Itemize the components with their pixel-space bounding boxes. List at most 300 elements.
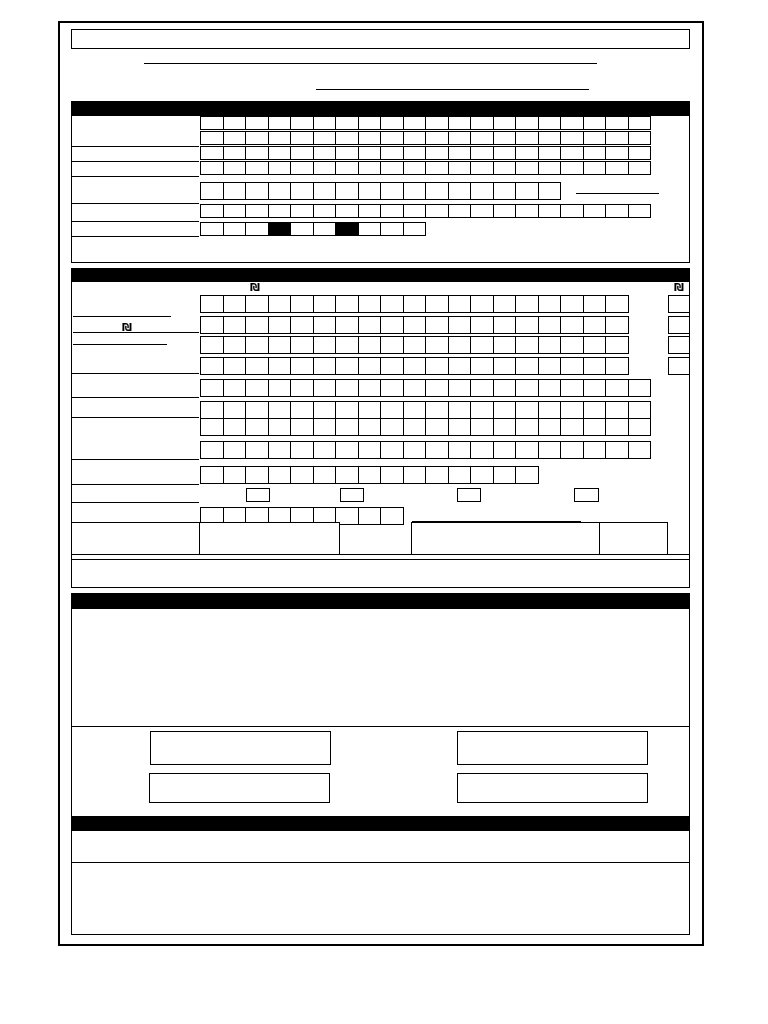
entry-cell[interactable] (493, 418, 517, 436)
entry-cell[interactable] (313, 441, 337, 459)
entry-cell[interactable] (538, 379, 562, 397)
entry-cell[interactable] (380, 182, 404, 200)
entry-cell[interactable] (425, 357, 449, 375)
entry-cell[interactable] (448, 379, 472, 397)
entry-cell[interactable] (470, 295, 494, 313)
s2-grid-row-2[interactable] (200, 316, 629, 334)
entry-cell[interactable] (313, 379, 337, 397)
s2-bottom-box-1[interactable] (199, 522, 340, 555)
entry-cell[interactable] (200, 222, 224, 236)
entry-cell[interactable] (493, 204, 517, 218)
entry-cell[interactable] (403, 116, 427, 130)
entry-cell[interactable] (268, 316, 292, 334)
entry-cell[interactable] (245, 418, 269, 436)
entry-cell[interactable] (493, 295, 517, 313)
s1-grid-row-5[interactable] (200, 182, 561, 200)
entry-cell[interactable] (538, 131, 562, 145)
entry-cell[interactable] (538, 401, 562, 419)
entry-cell[interactable] (605, 116, 629, 130)
entry-cell[interactable] (493, 401, 517, 419)
entry-cell[interactable] (560, 295, 584, 313)
entry-cell[interactable] (403, 379, 427, 397)
entry-cell[interactable] (335, 131, 359, 145)
entry-cell[interactable] (245, 131, 269, 145)
entry-cell[interactable] (515, 379, 539, 397)
entry-cell[interactable] (200, 182, 224, 200)
entry-cell[interactable] (223, 295, 247, 313)
entry-cell[interactable] (403, 418, 427, 436)
entry-cell[interactable] (403, 182, 427, 200)
entry-cell[interactable] (380, 116, 404, 130)
entry-cell[interactable] (313, 466, 337, 484)
entry-cell[interactable] (380, 222, 404, 236)
entry-cell[interactable] (358, 379, 382, 397)
entry-cell[interactable] (335, 161, 359, 175)
entry-cell[interactable] (583, 379, 607, 397)
entry-cell[interactable] (515, 161, 539, 175)
entry-cell[interactable] (200, 401, 224, 419)
entry-cell[interactable] (470, 182, 494, 200)
entry-cell[interactable] (268, 131, 292, 145)
entry-cell[interactable] (448, 146, 472, 160)
entry-cell[interactable] (335, 357, 359, 375)
entry-cell[interactable] (448, 418, 472, 436)
entry-cell[interactable] (290, 379, 314, 397)
entry-cell[interactable] (493, 116, 517, 130)
signature-box-3[interactable] (149, 773, 330, 803)
entry-cell[interactable] (538, 418, 562, 436)
entry-cell[interactable] (358, 161, 382, 175)
entry-cell[interactable] (538, 182, 562, 200)
entry-cell[interactable] (448, 357, 472, 375)
entry-cell[interactable] (448, 182, 472, 200)
entry-cell[interactable] (358, 295, 382, 313)
entry-cell[interactable] (313, 357, 337, 375)
entry-cell[interactable] (515, 295, 539, 313)
entry-cell[interactable] (583, 131, 607, 145)
entry-cell[interactable] (268, 418, 292, 436)
entry-cell[interactable] (448, 295, 472, 313)
entry-cell[interactable] (335, 336, 359, 354)
entry-cell[interactable] (313, 146, 337, 160)
entry-cell[interactable] (223, 116, 247, 130)
entry-cell[interactable] (358, 204, 382, 218)
entry-cell[interactable] (223, 441, 247, 459)
entry-cell[interactable] (313, 336, 337, 354)
entry-cell[interactable] (425, 295, 449, 313)
entry-cell[interactable] (200, 146, 224, 160)
entry-cell[interactable] (245, 357, 269, 375)
entry-cell[interactable] (245, 336, 269, 354)
entry-cell[interactable] (290, 441, 314, 459)
entry-cell[interactable] (628, 161, 652, 175)
entry-cell[interactable] (380, 379, 404, 397)
entry-cell[interactable] (515, 418, 539, 436)
entry-cell[interactable] (538, 146, 562, 160)
entry-cell[interactable] (560, 204, 584, 218)
entry-cell[interactable] (470, 204, 494, 218)
checkbox[interactable] (457, 488, 481, 502)
entry-cell[interactable] (380, 204, 404, 218)
entry-cell[interactable] (628, 116, 652, 130)
s1-grid-row-3[interactable] (200, 146, 651, 160)
entry-cell[interactable] (335, 116, 359, 130)
entry-cell[interactable] (425, 116, 449, 130)
entry-cell[interactable] (470, 379, 494, 397)
entry-cell[interactable] (560, 316, 584, 334)
entry-cell[interactable] (538, 204, 562, 218)
entry-cell[interactable] (200, 466, 224, 484)
s2-side-box[interactable] (668, 336, 690, 354)
s2-grid-row-5[interactable] (200, 379, 651, 397)
entry-cell[interactable] (358, 336, 382, 354)
entry-cell[interactable] (223, 466, 247, 484)
entry-cell[interactable] (290, 222, 314, 236)
entry-cell[interactable] (560, 146, 584, 160)
entry-cell[interactable] (335, 182, 359, 200)
entry-cell[interactable] (290, 295, 314, 313)
entry-cell[interactable] (223, 182, 247, 200)
entry-cell[interactable] (403, 295, 427, 313)
entry-cell[interactable] (245, 222, 269, 236)
entry-cell[interactable] (515, 336, 539, 354)
entry-cell[interactable] (493, 131, 517, 145)
entry-cell[interactable] (583, 336, 607, 354)
entry-cell[interactable] (583, 146, 607, 160)
entry-cell[interactable] (403, 161, 427, 175)
entry-cell[interactable] (583, 316, 607, 334)
entry-cell[interactable] (290, 182, 314, 200)
s2-grid-row-3[interactable] (200, 336, 629, 354)
entry-cell[interactable] (470, 357, 494, 375)
checkbox[interactable] (574, 488, 599, 502)
entry-cell[interactable] (245, 116, 269, 130)
entry-cell[interactable] (245, 295, 269, 313)
entry-cell[interactable] (448, 116, 472, 130)
entry-cell[interactable] (425, 336, 449, 354)
entry-cell[interactable] (380, 161, 404, 175)
entry-cell[interactable] (448, 401, 472, 419)
entry-cell[interactable] (605, 401, 629, 419)
s1-grid-row-1[interactable] (200, 116, 651, 130)
entry-cell[interactable] (448, 466, 472, 484)
entry-cell[interactable] (223, 146, 247, 160)
entry-cell[interactable] (313, 161, 337, 175)
entry-cell[interactable] (223, 161, 247, 175)
entry-cell[interactable] (403, 336, 427, 354)
entry-cell[interactable] (223, 222, 247, 236)
entry-cell[interactable] (448, 161, 472, 175)
entry-cell[interactable] (493, 466, 517, 484)
entry-cell[interactable] (403, 401, 427, 419)
entry-cell[interactable] (358, 222, 382, 236)
entry-cell[interactable] (583, 161, 607, 175)
entry-cell[interactable] (358, 357, 382, 375)
entry-cell[interactable] (313, 295, 337, 313)
entry-cell[interactable] (515, 204, 539, 218)
entry-cell[interactable] (493, 336, 517, 354)
entry-cell[interactable] (515, 131, 539, 145)
entry-cell[interactable] (200, 204, 224, 218)
entry-cell[interactable] (245, 182, 269, 200)
entry-cell[interactable] (290, 131, 314, 145)
entry-cell[interactable] (493, 441, 517, 459)
entry-cell[interactable] (200, 116, 224, 130)
entry-cell[interactable] (358, 507, 382, 525)
s2-side-box[interactable] (668, 295, 690, 313)
entry-cell[interactable] (628, 418, 652, 436)
s1-grid-row-6[interactable] (200, 204, 651, 218)
entry-cell[interactable] (515, 146, 539, 160)
entry-cell[interactable] (313, 401, 337, 419)
entry-cell[interactable] (425, 418, 449, 436)
entry-cell[interactable] (448, 441, 472, 459)
entry-cell[interactable] (560, 418, 584, 436)
entry-cell[interactable] (538, 295, 562, 313)
entry-cell[interactable] (493, 379, 517, 397)
entry-cell[interactable] (403, 131, 427, 145)
entry-cell[interactable] (358, 441, 382, 459)
entry-cell[interactable] (583, 204, 607, 218)
entry-cell[interactable] (538, 116, 562, 130)
entry-cell[interactable] (605, 204, 629, 218)
entry-cell[interactable] (403, 357, 427, 375)
entry-cell[interactable] (425, 466, 449, 484)
entry-cell[interactable] (515, 182, 539, 200)
s1-grid-row-2[interactable] (200, 131, 651, 145)
entry-cell[interactable] (403, 222, 427, 236)
entry-cell[interactable] (335, 401, 359, 419)
entry-cell[interactable] (515, 401, 539, 419)
entry-cell[interactable] (200, 336, 224, 354)
entry-cell[interactable] (380, 336, 404, 354)
entry-cell[interactable] (583, 401, 607, 419)
entry-cell[interactable] (358, 116, 382, 130)
entry-cell[interactable] (200, 418, 224, 436)
entry-cell[interactable] (290, 418, 314, 436)
s2-grid-row-8[interactable] (200, 441, 651, 459)
entry-cell[interactable] (313, 131, 337, 145)
entry-cell[interactable] (403, 146, 427, 160)
entry-cell[interactable] (335, 295, 359, 313)
s1-grid-row-7[interactable] (200, 222, 426, 236)
entry-cell[interactable] (223, 316, 247, 334)
entry-cell[interactable] (493, 357, 517, 375)
entry-cell[interactable] (245, 161, 269, 175)
entry-cell[interactable] (493, 316, 517, 334)
entry-cell[interactable] (223, 401, 247, 419)
entry-cell[interactable] (380, 316, 404, 334)
entry-cell[interactable] (470, 161, 494, 175)
entry-cell[interactable] (515, 116, 539, 130)
entry-cell[interactable] (200, 357, 224, 375)
entry-cell[interactable] (200, 161, 224, 175)
entry-cell[interactable] (268, 182, 292, 200)
entry-cell[interactable] (403, 466, 427, 484)
entry-cell[interactable] (583, 295, 607, 313)
entry-cell[interactable] (245, 466, 269, 484)
entry-cell[interactable] (628, 379, 652, 397)
entry-cell[interactable] (605, 295, 629, 313)
checkbox[interactable] (340, 488, 364, 502)
entry-cell[interactable] (380, 507, 404, 525)
entry-cell[interactable] (380, 466, 404, 484)
entry-cell[interactable] (493, 182, 517, 200)
entry-cell[interactable] (470, 131, 494, 145)
entry-cell[interactable] (605, 357, 629, 375)
entry-cell[interactable] (515, 441, 539, 459)
entry-cell[interactable] (313, 222, 337, 236)
entry-cell[interactable] (628, 401, 652, 419)
entry-cell[interactable] (425, 316, 449, 334)
entry-cell[interactable] (335, 379, 359, 397)
entry-cell[interactable] (560, 441, 584, 459)
entry-cell[interactable] (290, 116, 314, 130)
entry-cell[interactable] (470, 466, 494, 484)
entry-cell[interactable] (448, 316, 472, 334)
entry-cell[interactable] (223, 418, 247, 436)
s2-side-box[interactable] (668, 357, 690, 375)
entry-cell[interactable] (223, 204, 247, 218)
entry-cell[interactable] (245, 146, 269, 160)
entry-cell[interactable] (605, 316, 629, 334)
entry-cell[interactable] (223, 131, 247, 145)
entry-cell[interactable] (358, 131, 382, 145)
entry-cell[interactable] (448, 131, 472, 145)
entry-cell[interactable] (268, 466, 292, 484)
entry-cell[interactable] (628, 131, 652, 145)
entry-cell[interactable] (268, 146, 292, 160)
entry-cell[interactable] (470, 146, 494, 160)
entry-cell[interactable] (560, 401, 584, 419)
entry-cell[interactable] (313, 182, 337, 200)
entry-cell[interactable] (538, 161, 562, 175)
entry-cell[interactable] (268, 161, 292, 175)
checkbox[interactable] (246, 488, 270, 502)
entry-cell[interactable] (403, 204, 427, 218)
signature-box-2[interactable] (457, 731, 648, 765)
signature-box-4[interactable] (457, 773, 648, 803)
entry-cell[interactable] (380, 131, 404, 145)
s2-bottom-box-3[interactable] (599, 522, 668, 555)
filled-cell[interactable] (335, 222, 359, 236)
entry-cell[interactable] (335, 418, 359, 436)
entry-cell[interactable] (560, 379, 584, 397)
entry-cell[interactable] (313, 418, 337, 436)
entry-cell[interactable] (313, 116, 337, 130)
entry-cell[interactable] (470, 316, 494, 334)
entry-cell[interactable] (268, 116, 292, 130)
entry-cell[interactable] (290, 357, 314, 375)
entry-cell[interactable] (515, 357, 539, 375)
entry-cell[interactable] (290, 336, 314, 354)
entry-cell[interactable] (200, 316, 224, 334)
entry-cell[interactable] (268, 379, 292, 397)
entry-cell[interactable] (245, 379, 269, 397)
entry-cell[interactable] (425, 401, 449, 419)
entry-cell[interactable] (313, 204, 337, 218)
entry-cell[interactable] (200, 441, 224, 459)
entry-cell[interactable] (268, 295, 292, 313)
entry-cell[interactable] (538, 357, 562, 375)
entry-cell[interactable] (290, 204, 314, 218)
entry-cell[interactable] (605, 161, 629, 175)
entry-cell[interactable] (425, 146, 449, 160)
entry-cell[interactable] (335, 316, 359, 334)
entry-cell[interactable] (358, 146, 382, 160)
entry-cell[interactable] (560, 161, 584, 175)
entry-cell[interactable] (470, 441, 494, 459)
entry-cell[interactable] (605, 418, 629, 436)
entry-cell[interactable] (245, 441, 269, 459)
signature-box-1[interactable] (150, 731, 331, 765)
entry-cell[interactable] (425, 182, 449, 200)
entry-cell[interactable] (268, 204, 292, 218)
s2-grid-row-6[interactable] (200, 401, 651, 419)
entry-cell[interactable] (380, 441, 404, 459)
entry-cell[interactable] (380, 295, 404, 313)
entry-cell[interactable] (223, 379, 247, 397)
entry-cell[interactable] (245, 316, 269, 334)
entry-cell[interactable] (538, 441, 562, 459)
entry-cell[interactable] (425, 204, 449, 218)
entry-cell[interactable] (493, 146, 517, 160)
entry-cell[interactable] (515, 316, 539, 334)
filled-cell[interactable] (268, 222, 292, 236)
s2-side-box[interactable] (668, 316, 690, 334)
s2-grid-row-1[interactable] (200, 295, 629, 313)
entry-cell[interactable] (358, 466, 382, 484)
entry-cell[interactable] (628, 146, 652, 160)
entry-cell[interactable] (425, 161, 449, 175)
entry-cell[interactable] (425, 131, 449, 145)
s2-grid-row-7[interactable] (200, 418, 651, 436)
entry-cell[interactable] (538, 336, 562, 354)
entry-cell[interactable] (470, 336, 494, 354)
s2-grid-row-9[interactable] (200, 466, 539, 484)
entry-cell[interactable] (358, 401, 382, 419)
entry-cell[interactable] (200, 379, 224, 397)
entry-cell[interactable] (628, 204, 652, 218)
entry-cell[interactable] (380, 418, 404, 436)
entry-cell[interactable] (313, 316, 337, 334)
entry-cell[interactable] (538, 316, 562, 334)
entry-cell[interactable] (268, 336, 292, 354)
entry-cell[interactable] (470, 401, 494, 419)
entry-cell[interactable] (470, 116, 494, 130)
entry-cell[interactable] (583, 357, 607, 375)
entry-cell[interactable] (268, 441, 292, 459)
entry-cell[interactable] (200, 295, 224, 313)
entry-cell[interactable] (358, 316, 382, 334)
entry-cell[interactable] (605, 336, 629, 354)
s1-grid-row-4[interactable] (200, 161, 651, 175)
entry-cell[interactable] (335, 204, 359, 218)
entry-cell[interactable] (268, 357, 292, 375)
entry-cell[interactable] (223, 357, 247, 375)
entry-cell[interactable] (605, 146, 629, 160)
entry-cell[interactable] (560, 131, 584, 145)
entry-cell[interactable] (425, 379, 449, 397)
entry-cell[interactable] (425, 441, 449, 459)
entry-cell[interactable] (605, 131, 629, 145)
entry-cell[interactable] (290, 401, 314, 419)
entry-cell[interactable] (200, 131, 224, 145)
entry-cell[interactable] (335, 146, 359, 160)
entry-cell[interactable] (223, 336, 247, 354)
entry-cell[interactable] (245, 204, 269, 218)
entry-cell[interactable] (448, 204, 472, 218)
